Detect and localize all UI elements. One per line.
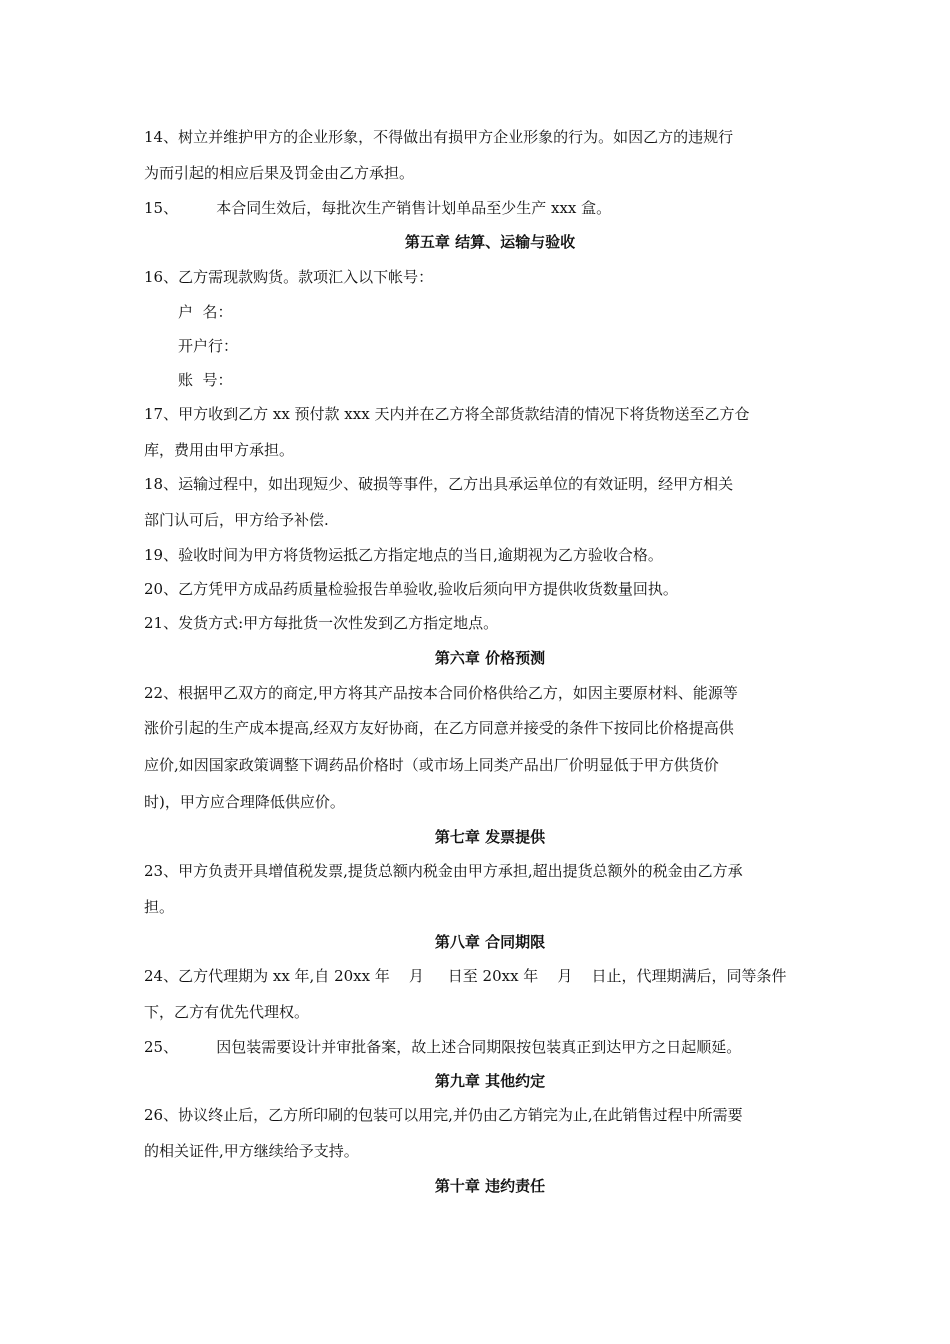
clause-14-line-2: 为而引起的相应后果及罚金由乙方承担。 <box>144 164 415 182</box>
clause-22-line-1: 22、根据甲乙双方的商定,甲方将其产品按本合同价格供给乙方，如因主要原材料、能源等 <box>144 684 738 702</box>
clause-18-line-2: 部门认可后，甲方给予补偿. <box>144 511 329 529</box>
chapter-7-heading: 第七章 发票提供 <box>434 828 546 846</box>
clause-23-line-2: 担。 <box>144 898 175 916</box>
clause-26-line-1: 26、协议终止后，乙方所印刷的包装可以用完,并仍由乙方销完为止,在此销售过程中所需要 <box>144 1106 743 1124</box>
clause-22-line-4: 时)，甲方应合理降低供应价。 <box>144 793 345 811</box>
clause-20: 20、乙方凭甲方成品药质量检验报告单验收,验收后须向甲方提供收货数量回执。 <box>144 580 678 598</box>
clause-23-line-1: 23、甲方负责开具增值税发票,提货总额内税金由甲方承担,超出提货总额外的税金由乙方承 <box>144 862 743 880</box>
clause-26-line-2: 的相关证件,甲方继续给予支持。 <box>144 1142 359 1160</box>
clause-19: 19、验收时间为甲方将货物运抵乙方指定地点的当日,逾期视为乙方验收合格。 <box>144 546 663 564</box>
clause-17-line-2: 库，费用由甲方承担。 <box>144 441 295 459</box>
account-name-field: 户 名： <box>178 303 233 321</box>
bank-field: 开户行： <box>178 337 239 355</box>
clause-22-line-3: 应价,如因国家政策调整下调药品价格时（或市场上同类产品出厂价明显低于甲方供货价 <box>144 756 719 774</box>
clause-25: 25、 因包装需要设计并审批备案，故上述合同期限按包装真正到达甲方之日起顺延。 <box>144 1038 742 1056</box>
account-number-field: 账 号： <box>178 371 233 389</box>
clause-17-line-1: 17、甲方收到乙方 xx 预付款 xxx 天内并在乙方将全部货款结清的情况下将货物送至乙方仓 <box>144 405 750 423</box>
chapter-10-heading: 第十章 违约责任 <box>434 1177 546 1195</box>
clause-15: 15、 本合同生效后，每批次生产销售计划单品至少生产 xxx 盒。 <box>144 199 612 217</box>
clause-18-line-1: 18、运输过程中，如出现短少、破损等事件，乙方出具承运单位的有效证明，经甲方相关 <box>144 475 734 493</box>
clause-22-line-2: 涨价引起的生产成本提高,经双方友好协商，在乙方同意并接受的条件下按同比价格提高供 <box>144 719 734 737</box>
clause-24-line-2: 下，乙方有优先代理权。 <box>144 1003 310 1021</box>
chapter-9-heading: 第九章 其他约定 <box>434 1072 546 1090</box>
chapter-8-heading: 第八章 合同期限 <box>434 933 546 951</box>
clause-16: 16、乙方需现款购货。款项汇入以下帐号： <box>144 268 434 286</box>
clause-14-line-1: 14、树立并维护甲方的企业形象，不得做出有损甲方企业形象的行为。如因乙方的违规行 <box>144 128 734 146</box>
clause-24-line-1: 24、乙方代理期为 xx 年,自 20xx 年 月 日至 20xx 年 月 日止，代理期满后，同等条件 <box>144 967 787 985</box>
chapter-6-heading: 第六章 价格预测 <box>434 649 546 667</box>
chapter-5-heading: 第五章 结算、运输与验收 <box>404 233 576 251</box>
clause-21: 21、发货方式:甲方每批货一次性发到乙方指定地点。 <box>144 614 499 632</box>
